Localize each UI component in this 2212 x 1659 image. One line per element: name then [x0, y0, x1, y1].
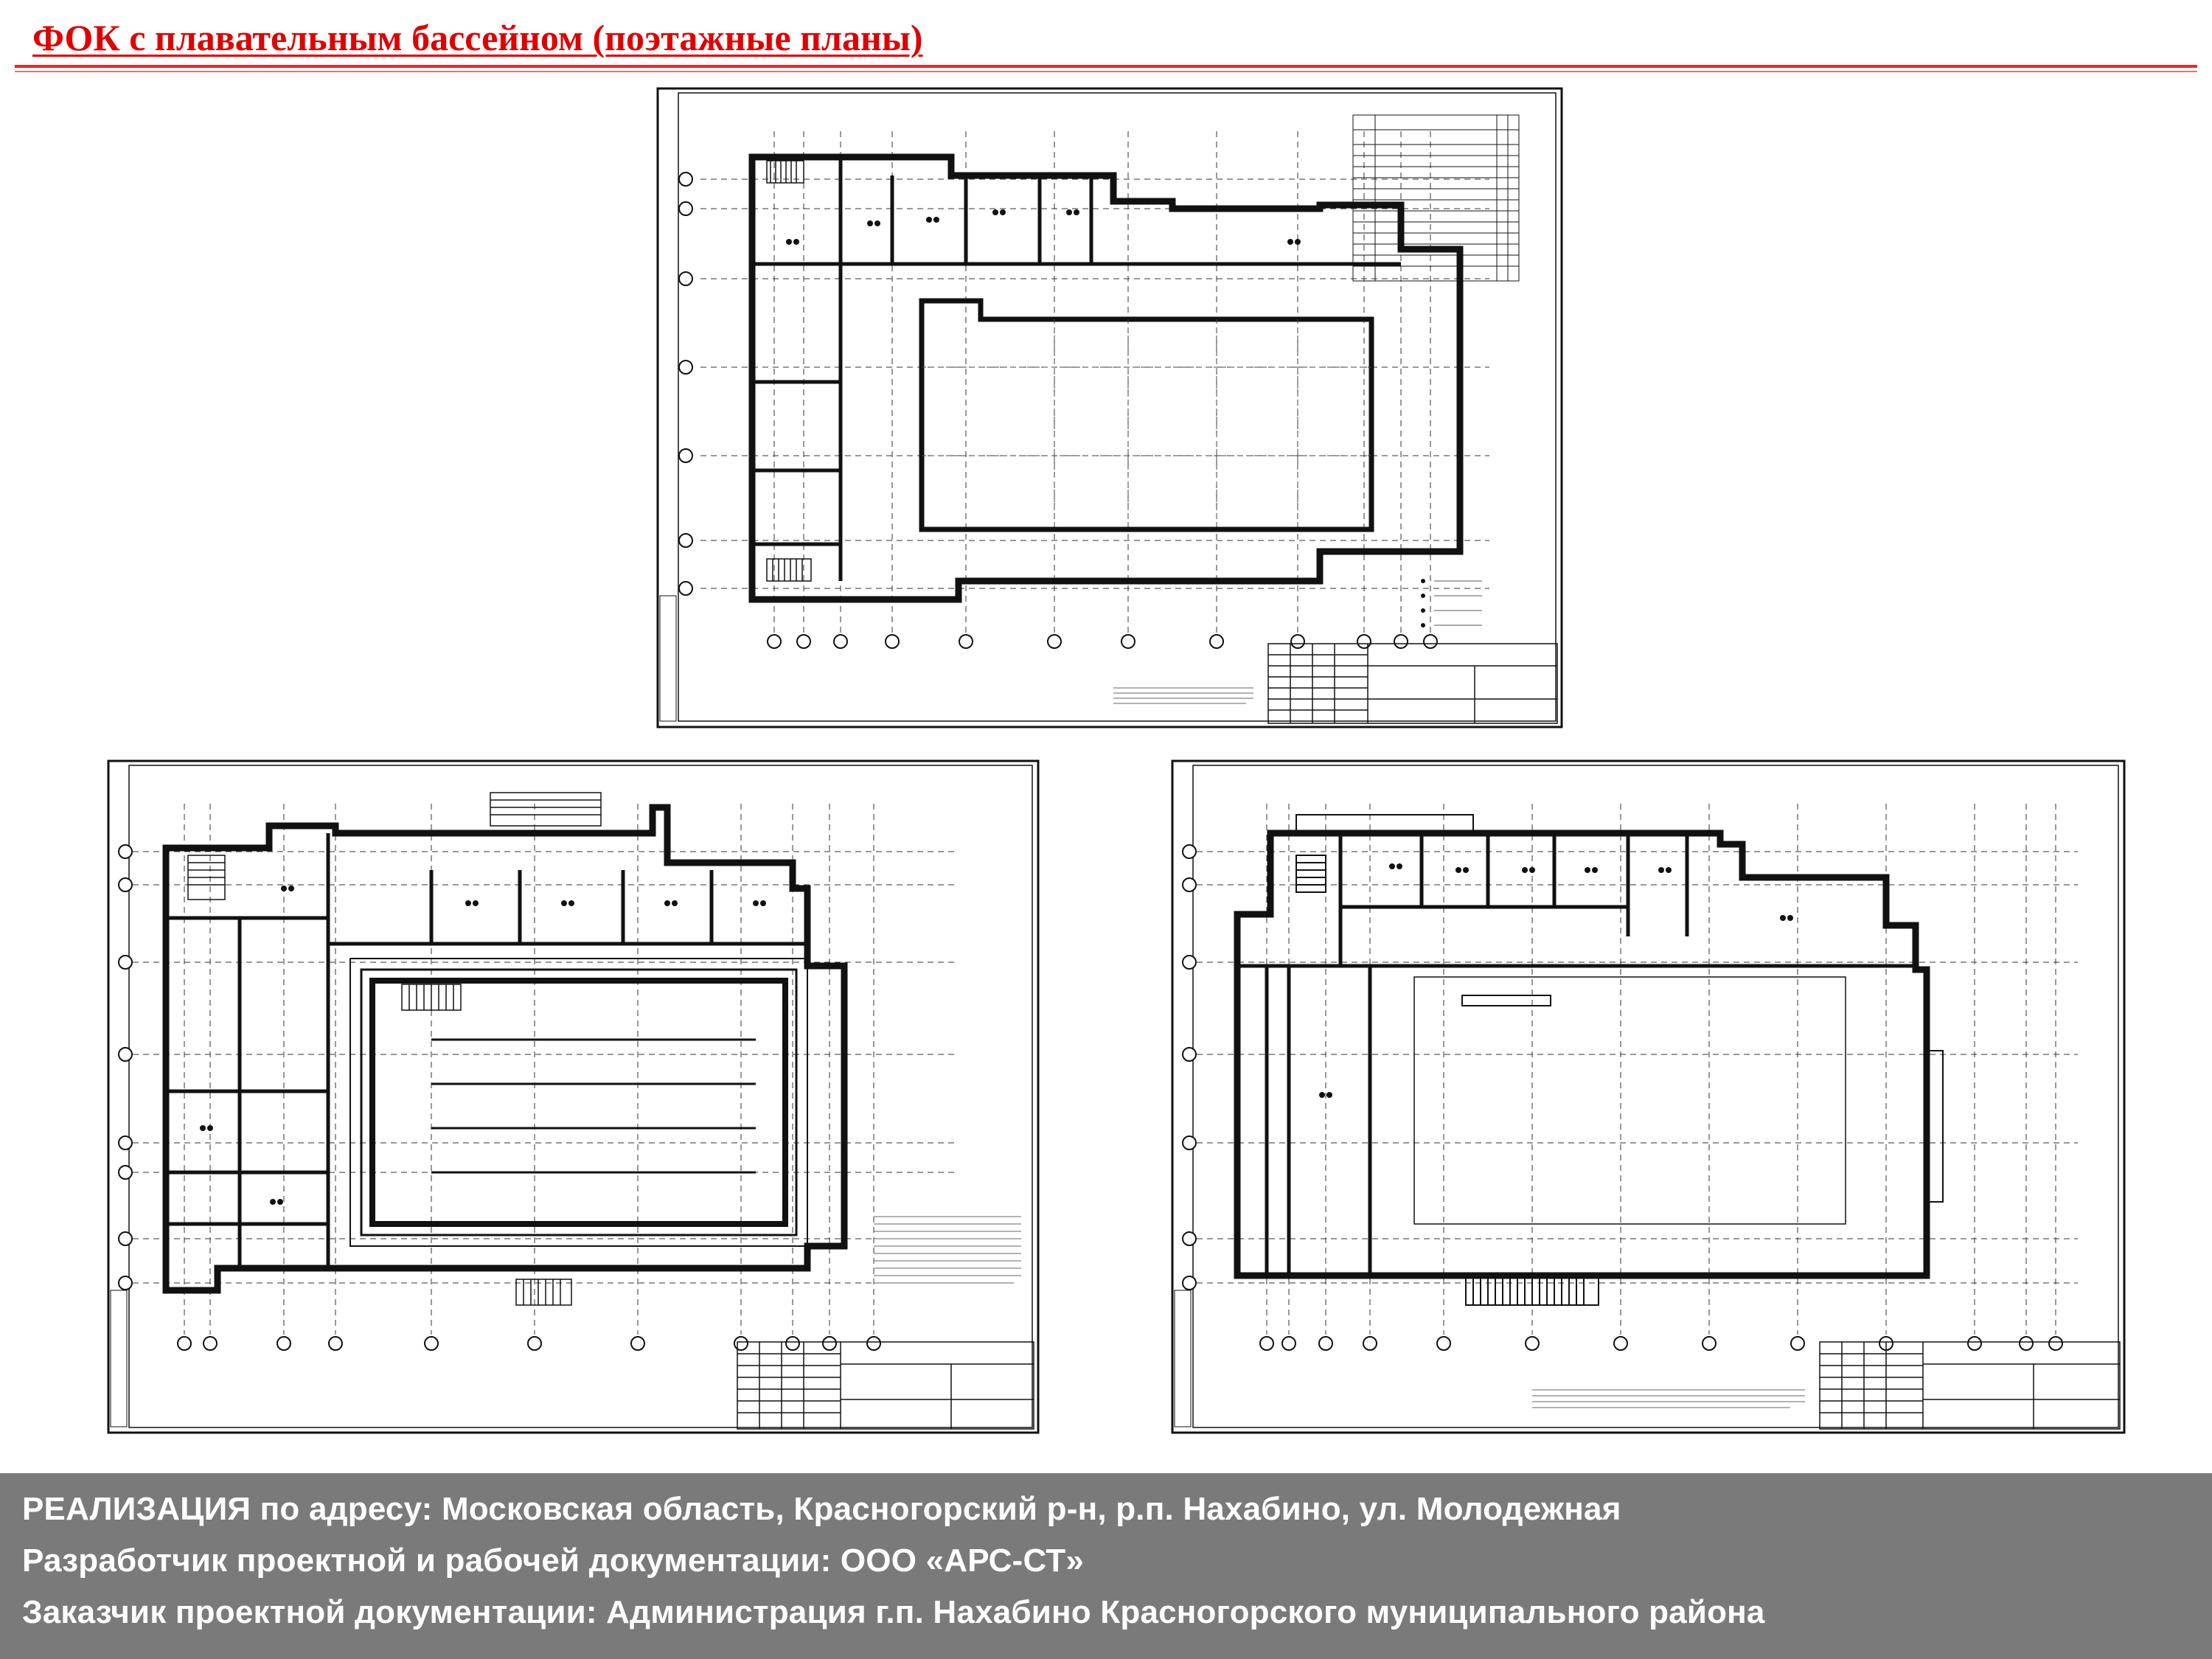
title-rule [15, 65, 2197, 68]
floor-plan-hall [1171, 759, 2126, 1434]
footer-customer-line: Заказчик проектной документации: Администрация г.п. Нахабино Красногорского муниципального района [22, 1594, 1765, 1630]
footer-developer-line: Разработчик проектной и рабочей документации: ООО «АРС-СТ» [22, 1543, 1085, 1579]
title-rule-thin [15, 71, 2197, 72]
drawing-sheet-bottom-left [107, 759, 1040, 1434]
floor-plan-pool [107, 759, 1040, 1434]
floor-plan-top [656, 87, 1563, 728]
drawing-sheet-bottom-right [1171, 759, 2126, 1434]
page-title: ФОК с плавательным бассейном (поэтажные планы) [32, 17, 923, 58]
project-info-footer [0, 1473, 2212, 1659]
drawing-sheet-top [656, 87, 1563, 728]
footer-address-line: РЕАЛИЗАЦИЯ по адресу: Московская область, Красногорский р-н, р.п. Нахабино, ул. Молодежная [22, 1491, 1621, 1527]
